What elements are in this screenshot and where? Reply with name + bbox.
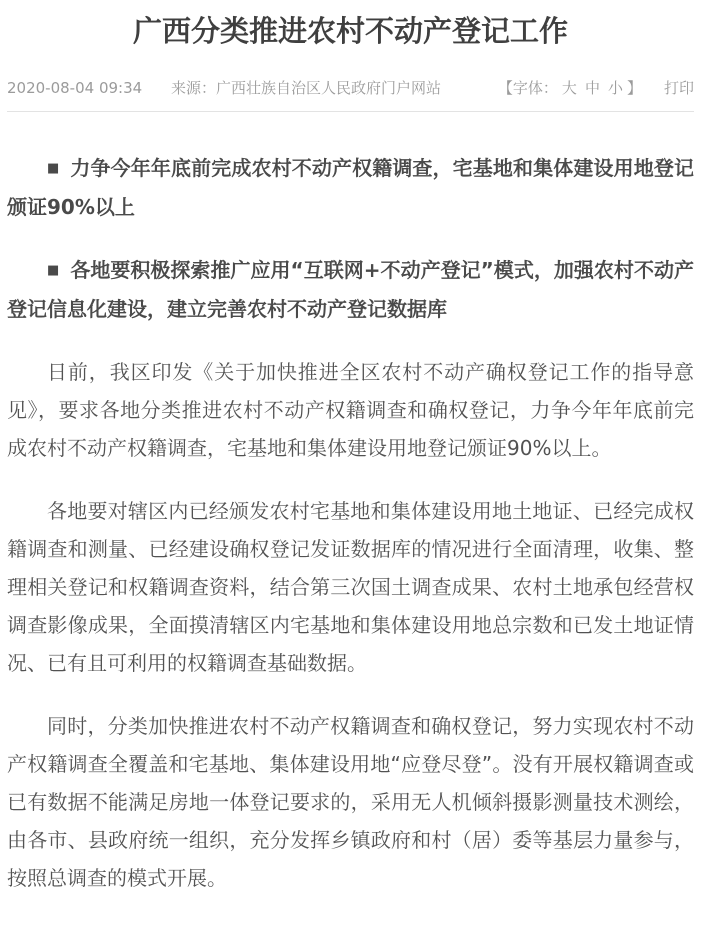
- font-size-label-prefix: 【字体：: [497, 79, 558, 97]
- highlight-text: 各地要积极探索推广应用“互联网+不动产登记”模式，加强农村不动产登记信息化建设，建立完善农村不动产登记数据库: [7, 258, 694, 321]
- source-name: 广西壮族自治区人民政府门户网站: [215, 79, 441, 97]
- font-size-large-button[interactable]: 大: [561, 79, 577, 97]
- highlight-text: 力争今年年底前完成农村不动产权籍调查，宅基地和集体建设用地登记颁证90%以上: [7, 156, 694, 219]
- font-size-small-button[interactable]: 小: [607, 79, 623, 97]
- font-size-label-suffix: 】: [626, 79, 642, 97]
- article-meta-left: [7, 77, 441, 98]
- article-content: [7, 149, 694, 897]
- font-size-medium-button[interactable]: 中: [584, 79, 600, 97]
- article-page: [0, 10, 701, 932]
- publish-datetime: 2020-08-04 09:34: [7, 79, 143, 97]
- bullet-square-icon: ■: [47, 161, 60, 176]
- print-button[interactable]: 打印: [663, 79, 694, 97]
- article-meta-bar: [7, 77, 694, 98]
- source-label: 来源：: [170, 79, 216, 97]
- header-divider: [7, 111, 694, 112]
- highlight-paragraph: [7, 149, 694, 226]
- article-title: 广西分类推进农村不动产登记工作: [132, 14, 568, 48]
- body-paragraph: 同时，分类加快推进农村不动产权籍调查和确权登记，努力实现农村不动产权籍调查全覆盖和宅基地、集体建设用地“应登尽登”。没有开展权籍调查或已有数据不能满足房地一体登记要求的，采用无人机倾斜摄影测量技术测绘，由各市、县政府统一组织，充分发挥乡镇政府和村（居）委等基层力量参与，按照总调查的模式开展。: [7, 714, 694, 890]
- body-paragraph: 日前，我区印发《关于加快推进全区农村不动产确权登记工作的指导意见》，要求各地分类推进农村不动产权籍调查和确权登记，力争今年年底前完成农村不动产权籍调查，宅基地和集体建设用地登记颁证90%以上。: [7, 360, 694, 460]
- body-paragraph: 各地要对辖区内已经颁发农村宅基地和集体建设用地土地证、已经完成权籍调查和测量、已经建设确权登记发证数据库的情况进行全面清理，收集、整理相关登记和权籍调查资料，结合第三次国土调查成果、农村土地承包经营权调查影像成果，全面摸清辖区内宅基地和集体建设用地总宗数和已发土地证情况、已有且可利用的权籍调查基础数据。: [7, 499, 694, 675]
- article-meta-right: [498, 77, 694, 98]
- highlight-paragraph: [7, 251, 694, 328]
- bullet-square-icon: ■: [47, 263, 60, 278]
